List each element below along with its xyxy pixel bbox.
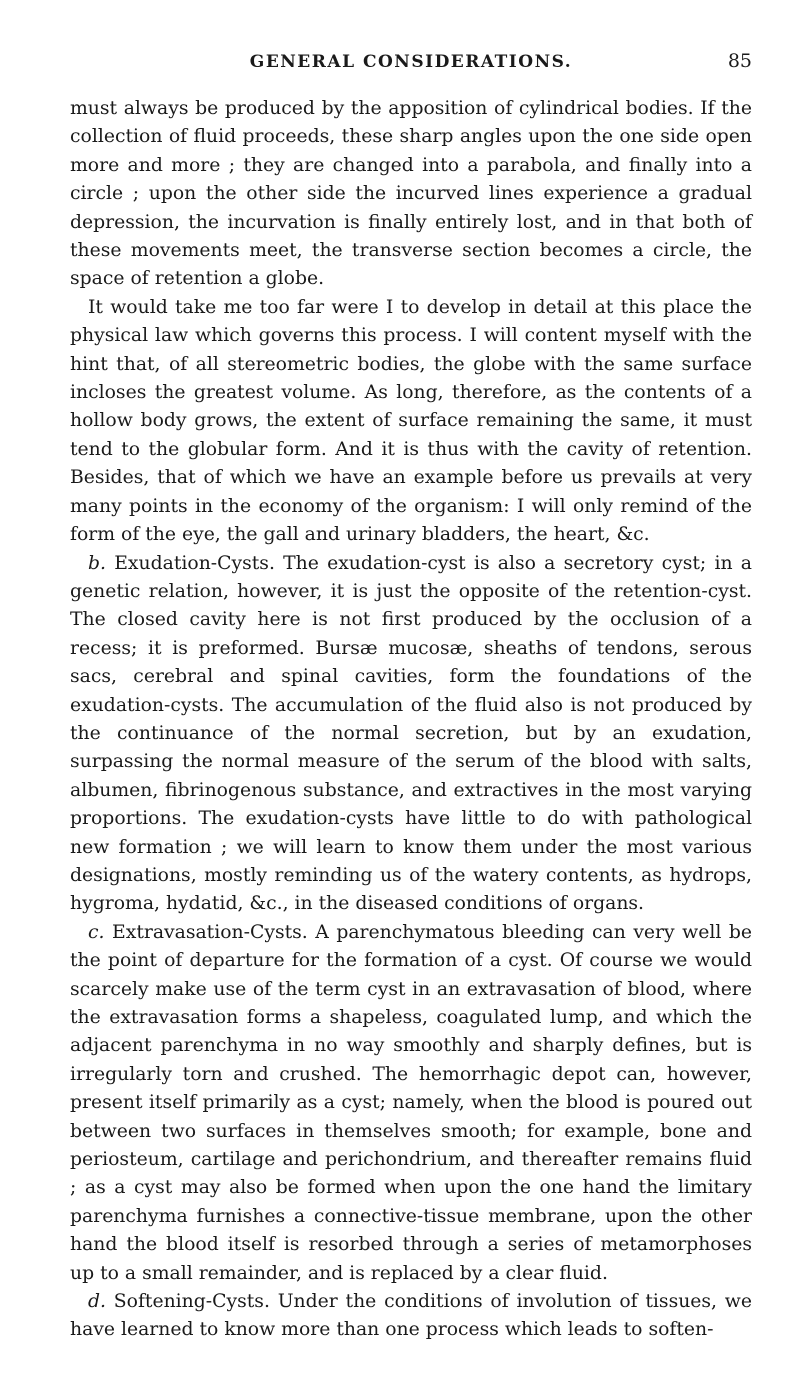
- running-title: GENERAL CONSIDERATIONS.: [249, 52, 573, 72]
- paragraph-physical-law: [70, 294, 752, 550]
- body-text: [70, 95, 752, 1345]
- paragraph-text: Extravasation-Cysts. A parenchymatous bleeding can very well be the point of departure for the formation of a cyst. Of course we would scarcely make use of the term cyst in an extravasation of blood, where the extravasation forms a shapeless, coagulated lump, and which the adjacent parenchyma in no way smoothly and sharply defines, but is irregularly torn and crushed. The hemorrhagic depot can, however, present itself primarily as a cyst; namely, when the blood is poured out between two surfaces in themselves smooth; for example, bone and periosteum, cartilage and perichondrium, and thereafter remains fluid ; as a cyst may also be formed when upon the one hand the limitary parenchyma furnishes a connective-tissue membrane, upon the other hand the blood itself is resorbed through a series of metamorphoses up to a small remainder, and is replaced by a clear fluid.: [70, 921, 752, 1284]
- paragraph-text: Softening-Cysts. Under the conditions of involution of tissues, we have learned to know more than one process which leads to soften-: [70, 1291, 752, 1341]
- paragraph-softening-cysts: [70, 1288, 752, 1345]
- section-letter: b.: [88, 552, 106, 574]
- paragraph-continuation: [70, 95, 752, 294]
- page-number: 85: [727, 50, 752, 72]
- section-letter: c.: [88, 921, 105, 943]
- paragraph-text: Exudation-Cysts. The exudation-cyst is also a secretory cyst; in a genetic relation, however, it is just the opposite of the retention-cyst. The closed cavity here is not first produced by the occlusion of a recess; it is preformed. Bursæ mucosæ, sheaths of tendons, serous sacs, cerebral and spinal cavities, form the foundations of the exudation-cysts. The accumulation of the fluid also is not produced by the continuance of the normal secretion, but by an exudation, surpassing the normal measure of the serum of the blood with salts, albumen, fibrinogenous substance, and extractives in the most varying proportions. The exudation-cysts have little to do with pathological new formation ; we will learn to know them under the most various designations, mostly reminding us of the watery contents, as hydrops, hygroma, hydatid, &c., in the diseased conditions of organs.: [70, 552, 752, 915]
- paragraph-extravasation-cysts: [70, 919, 752, 1288]
- paragraph-text: It would take me too far were I to develop in detail at this place the physical law which governs this process. I will content myself with the hint that, of all stereometric bodies, the globe with the same surface incloses the greatest volume. As long, therefore, as the contents of a hollow body grows, the extent of surface remaining the same, it must tend to the globular form. And it is thus with the cavity of retention. Besides, that of which we have an example before us prevails at very many points in the economy of the organism: I will only remind of the form of the eye, the gall and urinary bladders, the heart, &c.: [70, 296, 752, 546]
- paragraph-exudation-cysts: [70, 550, 752, 919]
- section-letter: d.: [88, 1291, 106, 1313]
- paragraph-text: must always be produced by the apposition of cylindrical bodies. If the collection of fluid proceeds, these sharp angles upon the one side open more and more ; they are changed into a parabola, and finally into a circle ; upon the other side the incurved lines experience a gradual depression, the incurvation is finally entirely lost, and in that both of these movements meet, the transverse section becomes a circle, the space of retention a globe.: [70, 98, 752, 290]
